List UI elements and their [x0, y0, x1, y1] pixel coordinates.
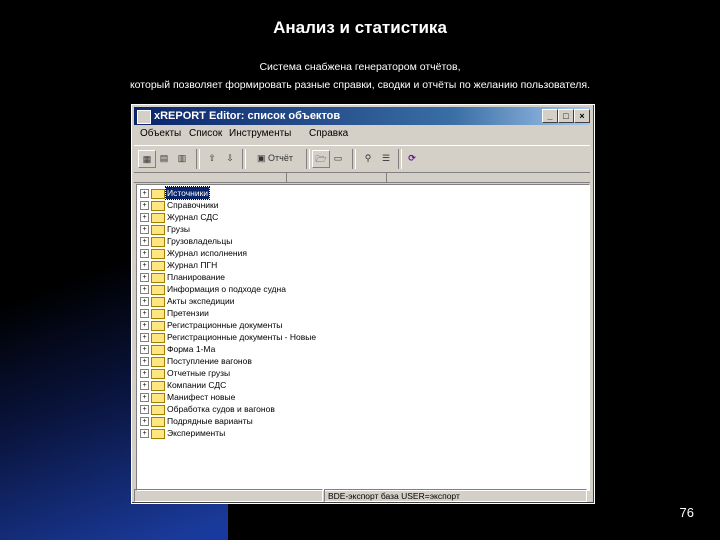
folder-icon [151, 321, 165, 331]
folder-icon [151, 273, 165, 283]
folder-icon [151, 189, 165, 199]
tree-item-label: Отчетные грузы [167, 368, 231, 378]
tree-item-label: Компании СДС [167, 380, 227, 390]
report-icon: ▣ [257, 153, 266, 163]
report-button[interactable] [250, 150, 300, 166]
menu-bar [134, 126, 590, 142]
open-folder-icon[interactable]: 🗁 [312, 150, 330, 168]
app-icon [137, 110, 151, 124]
folder-icon[interactable]: ▭ [333, 153, 343, 163]
folder-icon [151, 333, 165, 343]
column-divider[interactable] [386, 172, 387, 182]
tree-item-label: Информация о подходе судна [167, 284, 286, 294]
report-label: Отчёт [268, 153, 293, 163]
toolbar-separator [352, 149, 356, 169]
tree-item-label: Грузы [167, 224, 191, 234]
menu-list[interactable]: Список [189, 128, 223, 139]
expand-icon[interactable]: + [140, 201, 149, 210]
folder-icon [151, 393, 165, 403]
expand-icon[interactable]: + [140, 297, 149, 306]
menu-help[interactable]: Справка [309, 128, 349, 139]
toolbar-separator [398, 149, 402, 169]
folder-icon [151, 417, 165, 427]
folder-icon [151, 429, 165, 439]
folder-icon [151, 405, 165, 415]
status-cell-connection: BDE-экспорт база USER=экспорт [324, 489, 587, 502]
expand-icon[interactable]: + [140, 417, 149, 426]
status-cell-main [134, 489, 323, 502]
status-bar [134, 489, 590, 501]
folder-icon [151, 381, 165, 391]
tree-item-label: Журнал ПГН [167, 260, 218, 270]
expand-icon[interactable]: + [140, 369, 149, 378]
slide-subtitle [0, 58, 720, 94]
expand-icon[interactable]: + [140, 429, 149, 438]
expand-icon[interactable]: + [140, 333, 149, 342]
toolbar-separator [196, 149, 200, 169]
page-number: 76 [679, 505, 694, 520]
folder-icon [151, 297, 165, 307]
tree-item-label: Грузовладельцы [167, 236, 233, 246]
subtitle-line-2: который позволяет формировать разные справки, сводки и отчёты по желанию пользователя. [129, 79, 591, 91]
toolbar-separator [306, 149, 310, 169]
menu-objects[interactable]: Объекты [140, 128, 182, 139]
expand-icon[interactable]: + [140, 237, 149, 246]
move-up-icon[interactable]: ⇧ [208, 153, 216, 163]
object-tree[interactable] [136, 184, 590, 491]
tree-item-label: Регистрационные документы [167, 320, 283, 330]
folder-icon [151, 225, 165, 235]
tree-item-label: Манифест новые [167, 392, 236, 402]
column-header [134, 172, 590, 183]
expand-icon[interactable]: + [140, 393, 149, 402]
tree-item-label: Планирование [167, 272, 226, 282]
subtitle-line-1: Система снабжена генератором отчётов, [259, 61, 461, 73]
tree-item-label: Форма 1-Ма [167, 344, 216, 354]
expand-icon[interactable]: + [140, 357, 149, 366]
folder-icon [151, 237, 165, 247]
tree-item-label: Акты экспедиции [167, 296, 235, 306]
tree-item-label: Справочники [167, 200, 219, 210]
expand-icon[interactable]: + [140, 381, 149, 390]
expand-icon[interactable]: + [140, 225, 149, 234]
tree-item-label: Поступление вагонов [167, 356, 252, 366]
tree-item-label: Журнал исполнения [167, 248, 247, 258]
expand-icon[interactable]: + [140, 285, 149, 294]
folder-icon [151, 285, 165, 295]
expand-icon[interactable]: + [140, 345, 149, 354]
tree-item-label: Обработка судов и вагонов [167, 404, 275, 414]
column-divider[interactable] [286, 172, 287, 182]
window-title: xREPORT Editor: список объектов [154, 110, 341, 122]
menu-tools[interactable]: Инструменты [229, 128, 292, 139]
tree-item-label: Источники [167, 188, 209, 198]
tree-item-label: Эксперименты [167, 428, 226, 438]
maximize-button[interactable]: □ [558, 109, 574, 123]
properties-icon[interactable]: ▤ [159, 153, 169, 163]
folder-icon [151, 369, 165, 379]
expand-icon[interactable]: + [140, 321, 149, 330]
tree-item-label: Регистрационные документы - Новые [167, 332, 317, 342]
edit-icon[interactable]: ▥ [177, 153, 187, 163]
tree-item-label: Подрядные варианты [167, 416, 253, 426]
toolbar-separator [242, 149, 246, 169]
expand-icon[interactable]: + [140, 249, 149, 258]
slide-title: Анализ и статистика [273, 18, 447, 37]
find-icon[interactable]: ⚲ [364, 153, 372, 163]
expand-icon[interactable]: + [140, 189, 149, 198]
expand-icon[interactable]: + [140, 405, 149, 414]
report-editor-window [131, 104, 595, 504]
move-down-icon[interactable]: ⇩ [226, 153, 234, 163]
window-titlebar[interactable] [134, 107, 590, 125]
toolbar [134, 145, 590, 173]
tree-item-label: Претензии [167, 308, 209, 318]
expand-icon[interactable]: + [140, 309, 149, 318]
folder-icon [151, 345, 165, 355]
minimize-button[interactable]: _ [542, 109, 558, 123]
folder-icon [151, 201, 165, 211]
expand-icon[interactable]: + [140, 273, 149, 282]
tree-item-label: Журнал СДС [167, 212, 219, 222]
folder-icon [151, 213, 165, 223]
folder-icon [151, 249, 165, 259]
folder-icon [151, 261, 165, 271]
folder-icon [151, 309, 165, 319]
expand-icon[interactable]: + [140, 213, 149, 222]
expand-icon[interactable]: + [140, 261, 149, 270]
refresh-icon[interactable]: ⟳ [408, 153, 416, 163]
close-button[interactable]: × [574, 109, 590, 123]
notes-icon[interactable]: ☰ [381, 153, 391, 163]
new-object-icon[interactable]: ▦ [138, 150, 156, 168]
folder-icon [151, 357, 165, 367]
